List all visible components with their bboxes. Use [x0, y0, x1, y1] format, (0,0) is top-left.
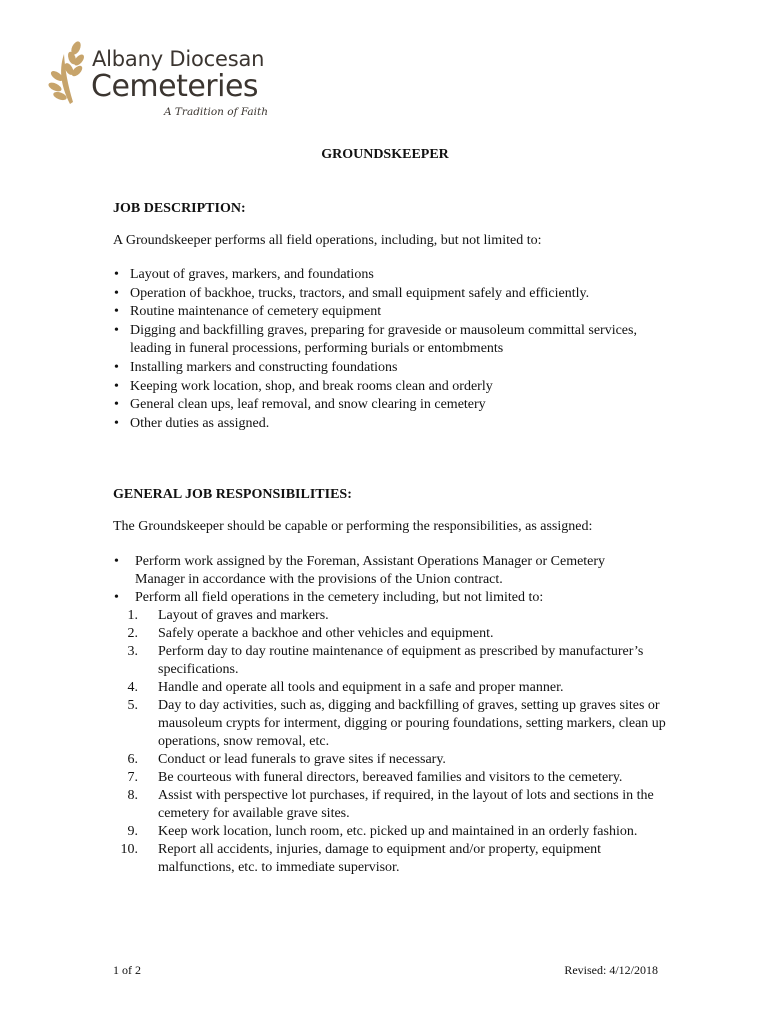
responsibilities-heading: GENERAL JOB RESPONSIBILITIES: [113, 487, 352, 502]
numbered-item [113, 643, 673, 679]
item-text: Layout of graves and markers. [158, 608, 329, 623]
item-text: Handle and operate all tools and equipment in a safe and proper manner. [158, 680, 564, 695]
item-number: 2. [127, 626, 138, 641]
numbered-item [113, 769, 673, 787]
numbered-item [113, 751, 673, 769]
item-number: 8. [127, 788, 138, 803]
item-number: 5. [127, 698, 138, 713]
item-text: Be courteous with funeral directors, bereaved families and visitors to the cemetery. [158, 770, 623, 785]
logo-tagline: A Tradition of Faith [164, 106, 269, 118]
item-number: 10. [120, 842, 138, 857]
list-item: • Operation of backhoe, trucks, tractors, and small equipment safely and efficiently. [113, 285, 673, 304]
list-item: • Perform work assigned by the Foreman, Assistant Operations Manager or Cemetery Manager in accordance with the provisions of the Union contract. [113, 553, 653, 589]
numbered-item [113, 787, 673, 823]
job-description-intro: A Groundskeeper performs all field operations, including, but not limited to: [113, 233, 542, 248]
numbered-item [113, 607, 673, 625]
item-number: 4. [127, 680, 138, 695]
list-item: • General clean ups, leaf removal, and snow clearing in cemetery [113, 396, 673, 415]
list-item: • Installing markers and constructing foundations [113, 359, 673, 378]
item-text: Perform day to day routine maintenance of equipment as prescribed by manufacturer’s specifications. [158, 644, 644, 677]
page-title: GROUNDSKEEPER [321, 147, 449, 162]
logo [48, 40, 268, 122]
numbered-item [113, 679, 673, 697]
item-text: Safely operate a backhoe and other vehicles and equipment. [158, 626, 494, 641]
numbered-item [113, 841, 673, 877]
item-number: 1. [127, 608, 138, 623]
list-item: • Other duties as assigned. [113, 415, 673, 434]
item-number: 9. [127, 824, 138, 839]
item-text: Day to day activities, such as, digging and backfilling of graves, setting up graves sites or mausoleum crypts for interment, digging or pouring foundations, setting markers, clean up operations, snow removal, etc. [158, 698, 666, 749]
revision-date: Revised: 4/12/2018 [564, 963, 658, 977]
list-item: • Digging and backfilling graves, preparing for graveside or mausoleum committal services, leading in funeral processions, performing burials or entombments [113, 322, 673, 359]
responsibilities-bullets [113, 553, 653, 607]
job-description-list [113, 266, 673, 433]
item-text: Conduct or lead funerals to grave sites if necessary. [158, 752, 446, 767]
item-number: 6. [127, 752, 138, 767]
list-item: • Layout of graves, markers, and foundations [113, 266, 673, 285]
item-text: Assist with perspective lot purchases, if required, in the layout of lots and sections in the cemetery for available grave sites. [158, 788, 654, 821]
logo-name-line1: Albany Diocesan [92, 47, 265, 71]
list-item: • Routine maintenance of cemetery equipment [113, 303, 673, 322]
page-number: 1 of 2 [113, 963, 141, 977]
responsibilities-numbered-list [113, 607, 673, 877]
numbered-item [113, 697, 673, 751]
item-number: 3. [127, 644, 138, 659]
responsibilities-intro: The Groundskeeper should be capable or performing the responsibilities, as assigned: [113, 519, 593, 534]
job-description-heading: JOB DESCRIPTION: [113, 201, 246, 216]
logo-name-line2: Cemeteries [91, 69, 259, 104]
wheat-icon [48, 40, 94, 106]
numbered-item [113, 823, 673, 841]
list-item: • Perform all field operations in the cemetery including, but not limited to: [113, 589, 653, 607]
item-text: Report all accidents, injuries, damage to equipment and/or property, equipment malfunctions, etc. to immediate supervisor. [158, 842, 602, 875]
numbered-item [113, 625, 673, 643]
item-text: Keep work location, lunch room, etc. picked up and maintained in an orderly fashion. [158, 824, 638, 839]
item-number: 7. [127, 770, 138, 785]
list-item: • Keeping work location, shop, and break rooms clean and orderly [113, 378, 673, 397]
